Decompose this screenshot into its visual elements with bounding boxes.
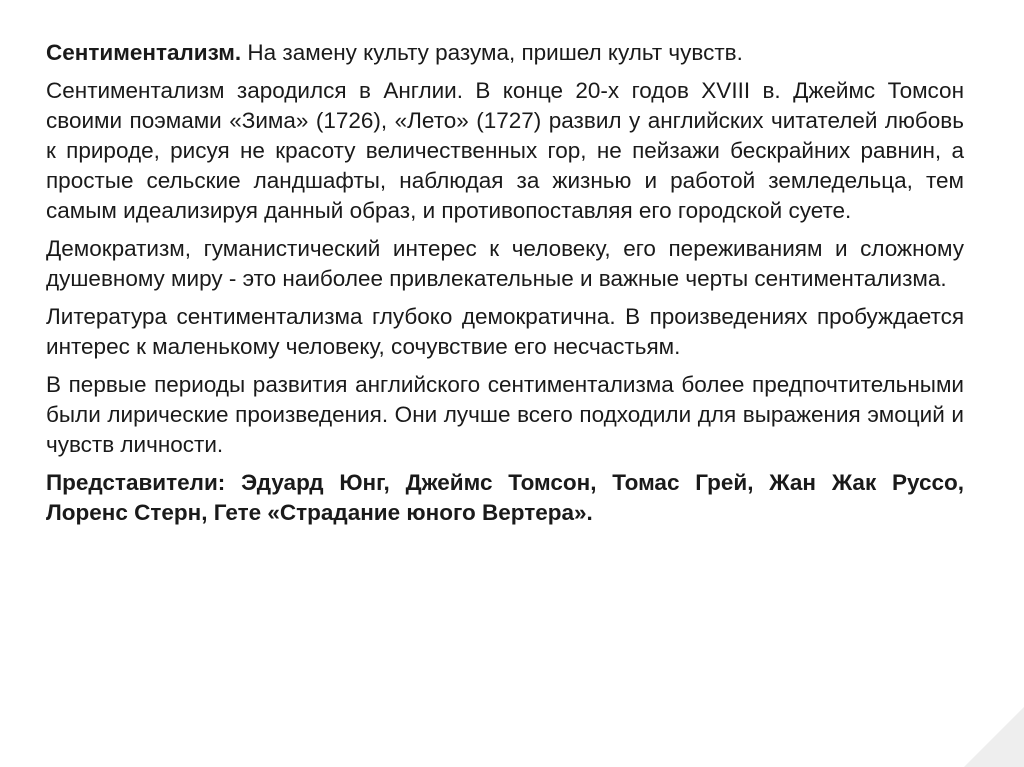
paragraph-representatives: Представители: Эдуард Юнг, Джеймс Томсон, Томас Грей, Жан Жак Руссо, Лоренс Стерн, Гете «Страдание юного Вертера». xyxy=(46,470,964,525)
intro-term: Сентиментализм. xyxy=(46,40,242,65)
paragraph-literature: Литература сентиментализма глубоко демократична. В произведениях пробуждается интерес к маленькому человеку, сочувствие его несчастьям. xyxy=(46,304,964,359)
intro-paragraph xyxy=(46,38,964,68)
slide-body xyxy=(46,38,964,536)
paragraph-early-periods: В первые периоды развития английского сентиментализма более предпочтительными были лирические произведения. Они лучше всего подходили для выражения эмоций и чувств личности. xyxy=(46,372,964,457)
paragraph-origin: Сентиментализм зародился в Англии. В конце 20-х годов XVIII в. Джеймс Томсон своими поэмами «Зима» (1726), «Лето» (1727) развил у английских читателей любовь к природе, рисуя не красоту величественных гор, не пейзажи бескрайних равнин, а простые сельские ландшафты, наблюдая за жизнью и работой земледельца, тем самым идеализируя данный образ, и противопоставляя его городской суете. xyxy=(46,78,964,223)
paragraph-democratism: Демократизм, гуманистический интерес к человеку, его переживаниям и сложному душевному миру - это наиболее привлекательные и важные черты сентиментализма. xyxy=(46,236,964,291)
page-corner-decoration xyxy=(964,707,1024,767)
intro-text: На замену культу разума, пришел культ чувств. xyxy=(241,40,743,65)
